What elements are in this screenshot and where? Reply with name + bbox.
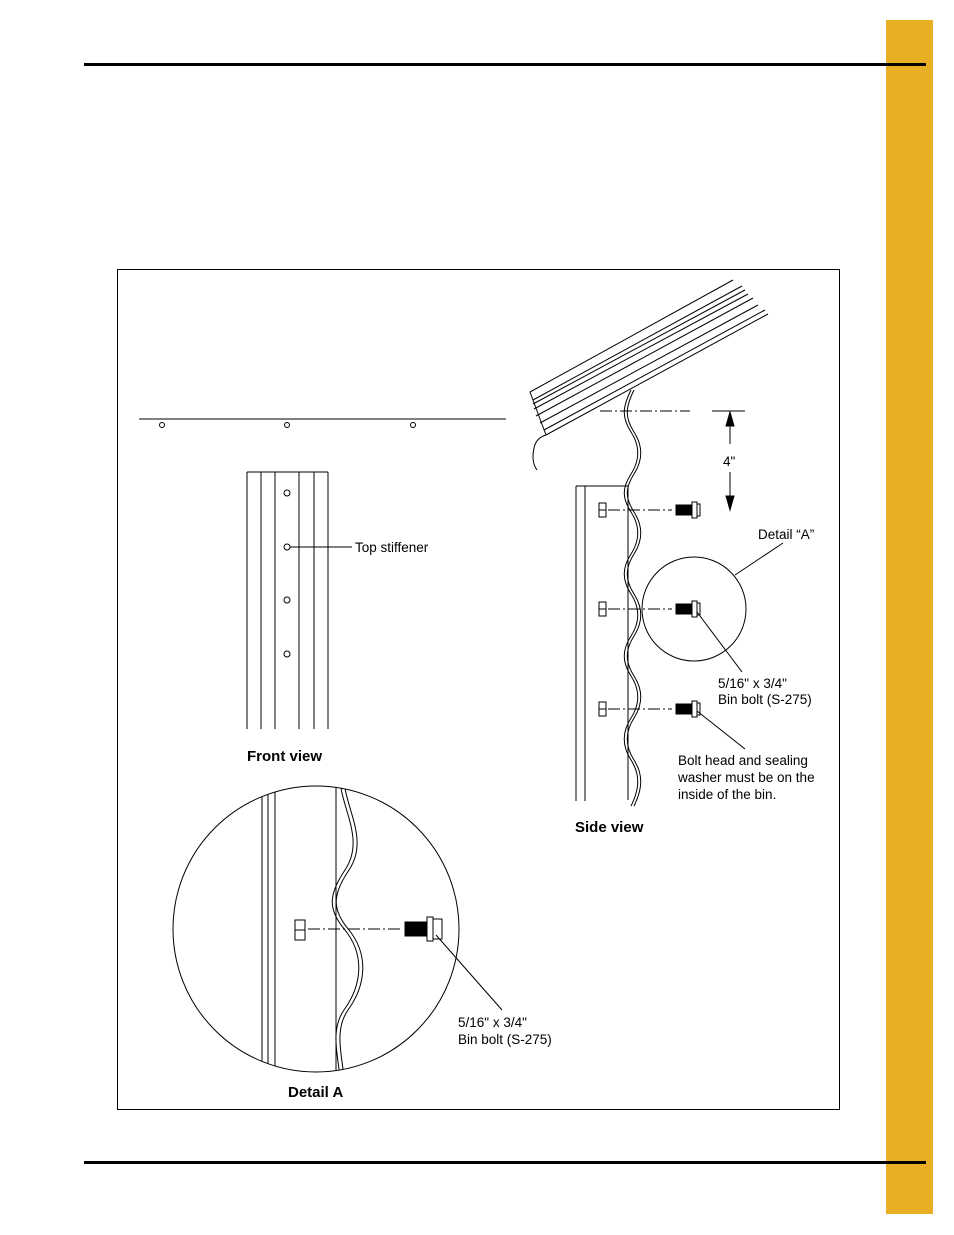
bolt-note-line-2: washer must be on the <box>678 770 815 785</box>
front-view-title: Front view <box>247 748 323 765</box>
detail-a-callout <box>735 527 814 575</box>
dimension-4in <box>600 411 745 510</box>
bin-wall-sheet <box>624 390 641 806</box>
side-bolt-callout <box>697 612 812 707</box>
bolt-note-line-3: inside of the bin. <box>678 787 777 802</box>
top-stiffener-hole <box>284 544 290 550</box>
side-bolt-3 <box>599 701 700 717</box>
side-view-stiffener <box>576 486 628 801</box>
bolt-note-line-1: Bolt head and sealing <box>678 753 808 768</box>
front-view-stiffener <box>247 472 328 729</box>
side-bolt-part-label: Bin bolt (S-275) <box>718 692 812 707</box>
roof-edge-line <box>139 419 506 428</box>
detail-a-reference-label: Detail “A” <box>758 527 815 542</box>
detail-a-bolt-size-label: 5/16" x 3/4" <box>458 1015 527 1030</box>
dimension-label: 4" <box>723 454 736 469</box>
detail-a-title: Detail A <box>288 1084 344 1101</box>
detail-a-bolt <box>295 917 442 941</box>
detail-a-bolt-callout <box>436 935 552 1047</box>
side-bolt-1 <box>599 502 700 518</box>
detail-a-bolt-part-label: Bin bolt (S-275) <box>458 1032 552 1047</box>
side-bolt-size-label: 5/16" x 3/4" <box>718 676 787 691</box>
bolt-note-callout <box>677 711 815 802</box>
top-stiffener-label: Top stiffener <box>355 540 429 555</box>
top-stiffener-callout <box>290 540 429 555</box>
side-view-title: Side view <box>575 819 644 836</box>
roof-panel <box>530 280 768 470</box>
side-bolt-2 <box>599 601 700 617</box>
